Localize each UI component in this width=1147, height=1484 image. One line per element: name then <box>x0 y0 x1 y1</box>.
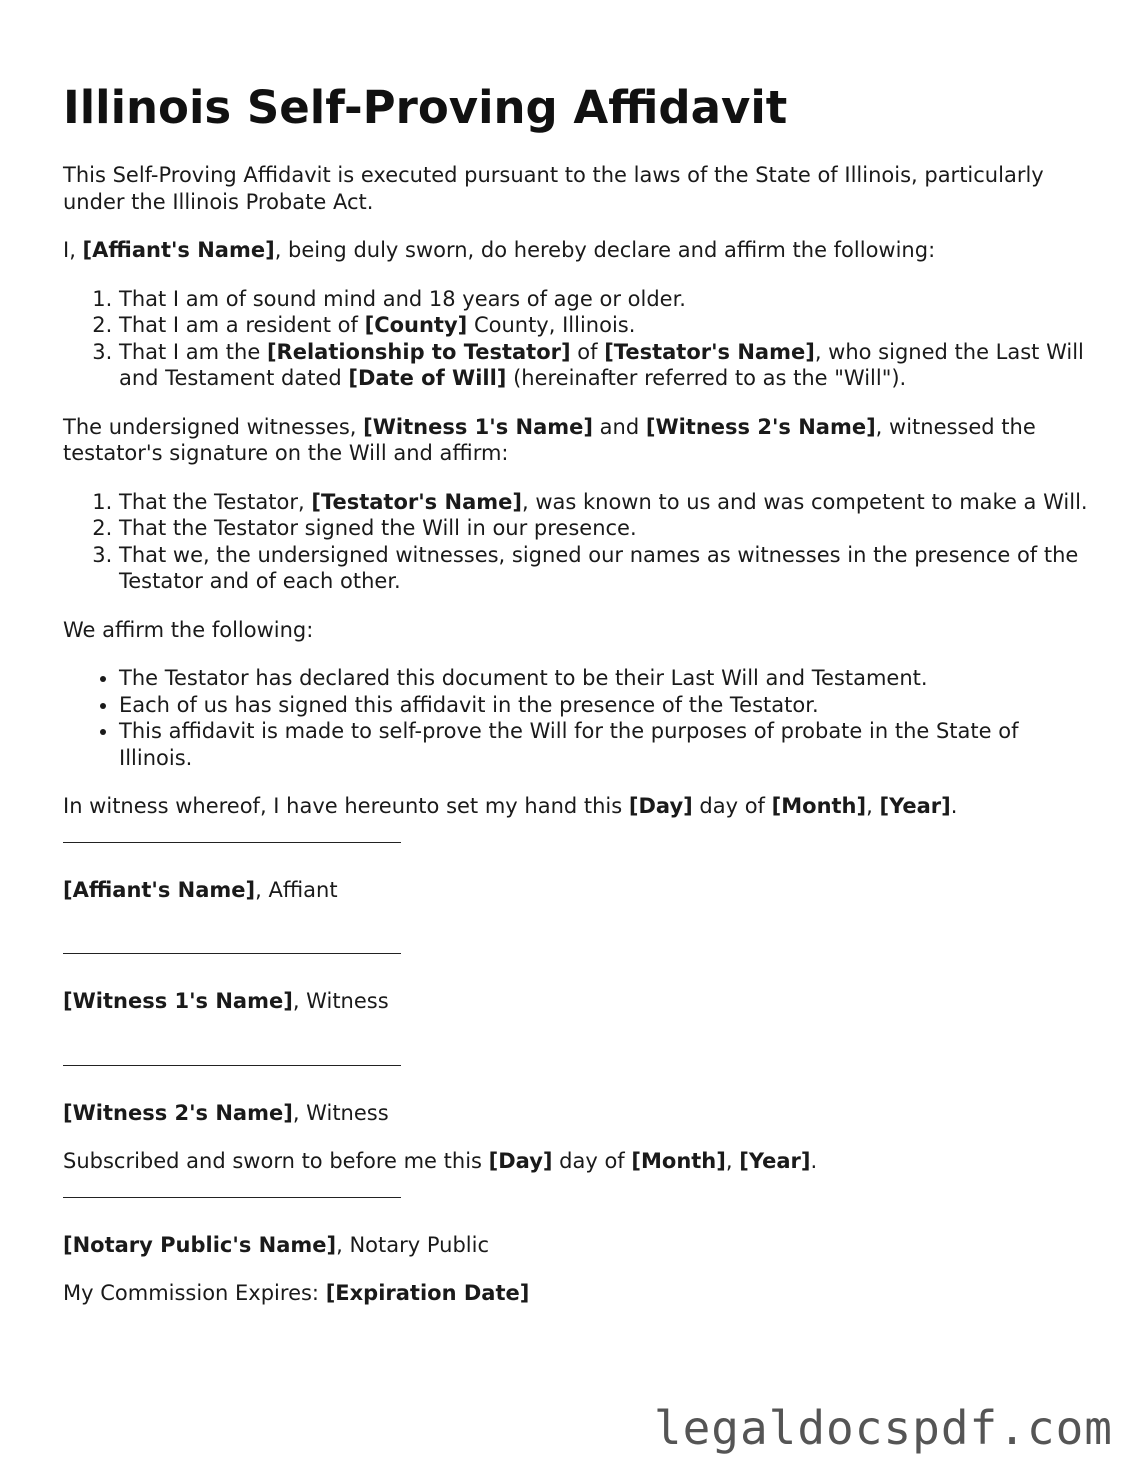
watermark-logo: legaldocspdf.com <box>653 1401 1113 1455</box>
document-title: Illinois Self-Proving Affidavit <box>63 81 788 134</box>
will-date-placeholder: [Date of Will] <box>348 366 507 390</box>
affirmations-list <box>63 665 1093 771</box>
affiant-signature-line <box>63 842 401 843</box>
witness2-name-placeholder: [Witness 2's Name] <box>645 414 876 439</box>
notary-name-placeholder: [Notary Public's Name] <box>63 1232 337 1257</box>
commission-expires <box>63 1280 1093 1307</box>
witness2-signature-label <box>63 1100 1093 1127</box>
declaration-suffix: , being duly sworn, do hereby declare and affirm the following: <box>274 238 936 262</box>
affiant-name-placeholder: [Affiant's Name] <box>82 238 275 262</box>
year-placeholder: [Year] <box>879 794 951 818</box>
subscribed-period: . <box>810 1149 818 1173</box>
subscribed-prefix: Subscribed and sworn to before me this <box>63 1149 489 1173</box>
list-item: • This affidavit is made to self-prove the Will for the purposes of probate in the State of Illinois. <box>119 718 1093 771</box>
witness2-role: , Witness <box>292 1100 389 1125</box>
notary-signature-line <box>63 1197 401 1198</box>
affirm-heading: We affirm the following: <box>63 617 314 642</box>
affiant-signature-label <box>63 877 1093 904</box>
whereof-comma: , <box>866 794 880 818</box>
statement-text: That the Testator, <box>119 489 312 514</box>
witness1-name-placeholder: [Witness 1's Name] <box>363 414 593 439</box>
list-item <box>119 339 1093 392</box>
expiration-date-placeholder: [Expiration Date] <box>325 1281 530 1305</box>
intro-paragraph: This Self-Proving Affidavit is executed pursuant to the laws of the State of Illinois, particularly under the Illinois Probate Act. <box>63 163 1044 214</box>
subscribed-comma: , <box>725 1149 740 1173</box>
list-item <box>119 489 1093 516</box>
testator-name-placeholder: [Testator's Name] <box>604 339 815 364</box>
statement-text: That I am a resident of <box>119 313 365 337</box>
year-placeholder: [Year] <box>739 1149 811 1173</box>
statement-text: of <box>570 339 605 364</box>
statement-text: County, Illinois. <box>467 313 636 337</box>
subscribed-day-of: day of <box>552 1149 632 1173</box>
subscribed-paragraph <box>63 1148 1093 1175</box>
statement-text: That I am the <box>119 339 267 364</box>
document-page <box>63 78 1093 1329</box>
list-item: • Each of us has signed this affidavit in the presence of the Testator. <box>119 692 1093 719</box>
witness1-role: , Witness <box>292 989 389 1013</box>
month-placeholder: [Month] <box>631 1149 726 1173</box>
affiant-role: , Affiant <box>255 877 338 902</box>
list-item <box>119 312 1093 339</box>
statement-text: (hereinafter referred to as the "Will"). <box>506 366 907 390</box>
witness-whereof-paragraph <box>63 793 1093 820</box>
day-placeholder: [Day] <box>488 1149 553 1173</box>
statement-text: That we, the undersigned witnesses, signed our names as witnesses in the presence of the Testator and of each other. <box>119 542 1079 593</box>
statement-text: , was known to us and was competent to make a Will. <box>521 489 1088 514</box>
statement-text: , who signed the Last Will and Testament dated <box>119 339 1084 390</box>
list-item <box>119 286 1093 313</box>
witness-intro-suffix: , witnessed the testator's signature on the Will and affirm: <box>63 414 1036 465</box>
county-placeholder: [County] <box>364 313 468 337</box>
witness2-signature-line <box>63 1065 401 1066</box>
statement-text: That the Testator signed the Will in our presence. <box>119 516 637 540</box>
day-placeholder: [Day] <box>628 794 693 818</box>
list-item: • The Testator has declared this document to be their Last Will and Testament. <box>119 665 1093 692</box>
affiant-statements-list <box>63 286 1093 392</box>
whereof-prefix: In witness whereof, I have hereunto set my hand this <box>63 794 629 818</box>
list-item <box>119 515 1093 542</box>
declaration-paragraph <box>63 237 1093 264</box>
whereof-period: . <box>950 794 958 818</box>
witness-statements-list <box>63 489 1093 595</box>
witness-intro-paragraph <box>63 414 1093 467</box>
witness-intro-and: and <box>592 414 646 439</box>
witness1-name-placeholder: [Witness 1's Name] <box>63 989 293 1013</box>
witness1-signature-label <box>63 988 1093 1015</box>
commission-label: My Commission Expires: <box>63 1281 326 1305</box>
witness1-signature-line <box>63 953 401 954</box>
witness-intro-prefix: The undersigned witnesses, <box>63 414 364 439</box>
affiant-name-placeholder: [Affiant's Name] <box>63 877 256 902</box>
statement-text: That I am of sound mind and 18 years of age or older. <box>119 286 686 311</box>
month-placeholder: [Month] <box>771 794 867 818</box>
notary-role: , Notary Public <box>336 1232 489 1257</box>
whereof-day-of: day of <box>692 794 772 818</box>
witness2-name-placeholder: [Witness 2's Name] <box>63 1100 293 1125</box>
list-item <box>119 542 1093 595</box>
testator-name-placeholder: [Testator's Name] <box>311 489 522 514</box>
relationship-placeholder: [Relationship to Testator] <box>266 339 571 364</box>
notary-signature-label <box>63 1232 1093 1259</box>
declaration-prefix: I, <box>63 238 83 262</box>
